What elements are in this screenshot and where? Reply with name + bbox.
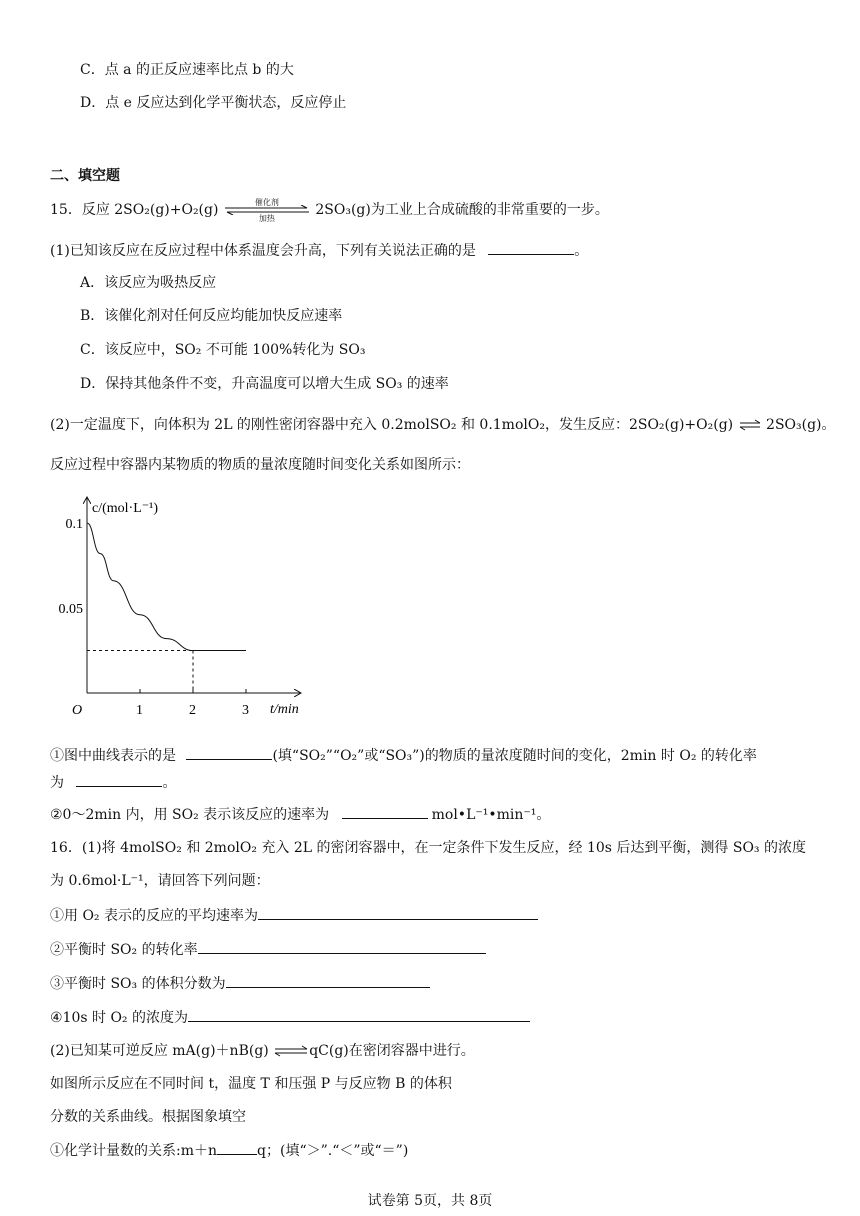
x-tick-label: 2 [189,703,196,718]
equilibrium-arrow-icon [738,419,762,431]
q15-part2-text: (2)一定温度下，向体积为 2L 的刚性密闭容器中充入 0.2molSO₂ 和 0.1molO₂，发生反应：2SO₂(g)+O₂(g) [50,417,734,433]
concentration-curve [87,523,246,651]
q16-sub3 [50,973,430,994]
answer-blank[interactable] [258,905,538,920]
equilibrium-arrow-icon [273,1045,309,1057]
option-d-top: D．点 e 反应达到化学平衡状态，反应停止 [80,95,347,111]
q16-sub3-text: ③平衡时 SO₃ 的体积分数为 [50,976,226,992]
q15-prefix: 15．反应 2SO₂(g)+O₂(g) [50,202,219,218]
q15-sub1-text2: (填“SO₂”“O₂”或“SO₃”)的物质的量浓度随时间的变化，2min 时 O₂ 的转化率 [272,748,757,764]
q15-part2-end: 2SO₃(g)。 [766,417,836,433]
q15-suffix: 2SO₃(g)为工业上合成硫酸的非常重要的一步。 [315,202,609,218]
page-footer: 试卷第 5页，共 8页 [367,1193,493,1209]
q16-sub4-text: ④10s 时 O₂ 的浓度为 [50,1010,188,1026]
q16-part2 [50,1041,475,1061]
q15-statement [50,198,609,223]
q15-sub1-end: 。 [162,775,177,791]
x-axis-label: t/min [270,702,299,717]
y-tick-label: 0.05 [58,602,83,617]
q16-sub5-text: ①化学计量数的关系:m＋n [50,1143,218,1159]
q16-sub1 [50,905,538,926]
q16-sub2-text: ②平衡时 SO₂ 的转化率 [50,942,198,958]
x-tick-label: 1 [136,703,143,718]
q15-part1-text: (1)已知该反应在反应过程中体系温度会升高，下列有关说法正确的是 [50,243,476,259]
option-c-top: C．点 a 的正反应速率比点 b 的大 [80,62,294,78]
q16-sub2 [50,939,486,960]
section-heading: 二、填空题 [50,168,120,184]
q16-part2-line2: 如图所示反应在不同时间 t，温度 T 和压强 P 与反应物 B 的体积 [50,1076,452,1092]
answer-blank[interactable] [188,1007,530,1022]
q15-sub2-unit: mol•L⁻¹•min⁻¹。 [431,807,551,823]
q15-sub1-line2 [50,772,176,793]
q15-option-d: D．保持其他条件不变，升高温度可以增大生成 SO₃ 的速率 [80,376,449,392]
q16-part2-end: qC(g)在密闭容器中进行。 [309,1043,475,1059]
heat-label: 加热 [258,214,275,223]
q16-part2-line3: 分数的关系曲线。根据图象填空 [50,1109,246,1125]
answer-blank[interactable] [198,939,486,954]
q16-part1: 16．(1)将 4molSO₂ 和 2molO₂ 充入 2L 的密闭容器中，在一定条件下发生反应，经 10s 后达到平衡，测得 SO₃ 的浓度 [50,840,806,856]
q16-sub1-text: ①用 O₂ 表示的反应的平均速率为 [50,908,258,924]
answer-blank[interactable] [342,804,428,819]
q15-part1 [50,240,588,261]
answer-blank[interactable] [186,745,272,760]
q15-part2 [50,415,836,435]
q15-part1-end: 。 [574,243,589,259]
q15-sub1 [50,745,757,766]
q15-option-b: B．该催化剂对任何反应均能加快反应速率 [80,308,343,324]
q16-sub5 [50,1140,408,1161]
q16-part2-text: (2)已知某可逆反应 mA(g)＋nB(g) [50,1043,269,1059]
catalyst-label: 催化剂 [254,198,279,207]
q15-sub2 [50,804,550,825]
answer-blank[interactable] [76,772,162,787]
origin-label: O [72,703,83,718]
y-tick-label: 0.1 [65,517,83,532]
answer-blank[interactable] [226,973,430,988]
q15-option-a: A．该反应为吸热反应 [80,275,217,291]
q16-sub4 [50,1007,530,1028]
q15-sub1-text3: 为 [50,775,64,791]
q16-sub5-text2: q；(填“＞”.“＜”或“＝”) [257,1143,409,1159]
answer-blank[interactable] [217,1140,257,1155]
q15-part2-line2: 反应过程中容器内某物质的物质的量浓度随时间变化关系如图所示： [50,457,470,473]
answer-blank[interactable] [488,240,574,255]
concentration-time-chart [50,490,320,720]
y-axis-label: c/(mol·L⁻¹) [92,501,159,516]
q16-part1-line2: 为 0.6mol·L⁻¹，请回答下列问题： [50,873,270,889]
x-tick-label: 3 [242,703,249,718]
q15-sub2-text: ②0～2min 内，用 SO₂ 表示该反应的速率为 [50,807,330,823]
q15-option-c: C．该反应中，SO₂ 不可能 100%转化为 SO₃ [80,342,366,358]
q15-sub1-text: ①图中曲线表示的是 [50,748,176,764]
reversible-arrow-with-conditions [223,198,311,223]
